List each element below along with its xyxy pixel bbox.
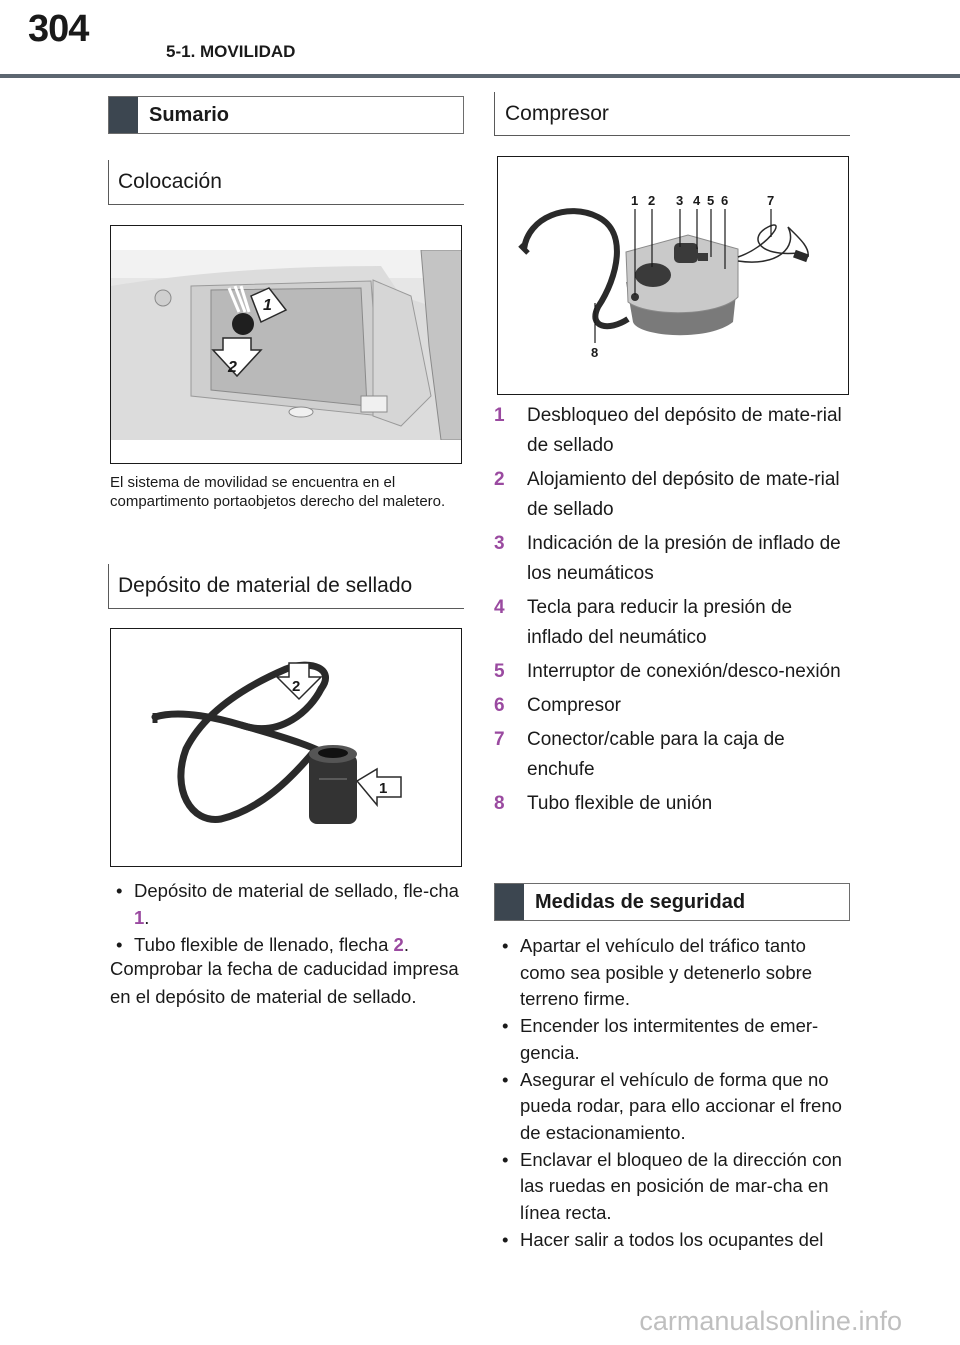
colocacion-caption: El sistema de movilidad se encuentra en el compartimento portaobjetos derecho del maletero.	[110, 474, 446, 510]
list-item: 5 Interruptor de conexión/desco-nexión	[494, 661, 841, 682]
figure-label-6: 6	[721, 193, 729, 208]
figure-label-1: 1	[263, 297, 272, 314]
list-item: 4 Tecla para reducir la presión de inflado del neumático	[494, 597, 793, 648]
figure-label-2: 2	[292, 678, 301, 695]
reference-number: 2	[393, 934, 404, 955]
list-item: • Encender los intermitentes de emer-gencia.	[502, 1015, 819, 1063]
sealant-illustration	[111, 629, 462, 867]
medidas-title-box	[494, 883, 850, 921]
list-item: 8 Tubo flexible de unión	[494, 793, 713, 814]
figure-trunk-compartment	[110, 225, 462, 464]
watermark: carmanualsonline.info	[639, 1306, 902, 1336]
list-item: 2 Alojamiento del depósito de mate-rial de sellado	[494, 469, 840, 520]
page-number: 304	[28, 8, 89, 50]
medidas-bullet-list	[496, 933, 852, 1253]
figure-label-5: 5	[707, 193, 715, 208]
figure-sealant-container	[110, 628, 462, 867]
colocacion-heading-text: Colocación	[118, 170, 222, 193]
list-item: • Hacer salir a todos los ocupantes del	[502, 1228, 824, 1250]
list-item: 1 Desbloqueo del depósito de mate-rial de sellado	[494, 405, 842, 456]
compressor-parts-list	[494, 401, 850, 823]
deposito-heading-text: Depósito de material de sellado	[118, 574, 413, 597]
trunk-illustration	[111, 226, 462, 464]
heading-rule	[109, 608, 464, 609]
medidas-title: Medidas de seguridad	[535, 891, 746, 913]
reference-number: 1	[134, 907, 145, 928]
sumario-title: Sumario	[149, 104, 230, 126]
header-rule	[0, 74, 960, 78]
figure-label-2: 2	[228, 359, 237, 376]
deposito-heading	[108, 564, 464, 609]
deposito-paragraph: Comprobar la fecha de caducidad impresa en el depósito de material de sellado.	[110, 958, 459, 1007]
list-item: 7 Conector/cable para la caja de enchufe	[494, 729, 785, 780]
title-bar-accent	[495, 884, 524, 920]
list-item: 3 Indicación de la presión de inflado de los neumáticos	[494, 533, 841, 584]
figure-label-1: 1	[379, 780, 388, 797]
compressor-illustration	[498, 157, 849, 395]
heading-rule	[495, 135, 850, 136]
colocacion-heading	[108, 160, 464, 205]
list-item: • Tubo flexible de llenado, flecha 2.	[116, 934, 409, 955]
figure-label-7: 7	[767, 193, 775, 208]
section-title: 5-1. MOVILIDAD	[166, 42, 296, 61]
list-item: • Asegurar el vehículo de forma que no pueda rodar, para ello accionar el freno de estacionamiento.	[502, 1068, 842, 1143]
compresor-heading	[494, 92, 850, 136]
list-item: 6 Compresor	[494, 695, 621, 716]
figure-label-8: 8	[591, 345, 599, 360]
list-item: • Depósito de material de sellado, fle-cha 1.	[116, 880, 459, 928]
heading-rule	[109, 204, 464, 205]
figure-label-4: 4	[693, 193, 701, 208]
list-item: • Apartar el vehículo del tráfico tanto como sea posible y detenerlo sobre terreno firme.	[502, 935, 813, 1010]
deposito-bullet-list	[110, 877, 466, 958]
sumario-title-box	[108, 96, 464, 134]
figure-label-3: 3	[676, 193, 684, 208]
list-item: • Enclavar el bloqueo de la dirección con las ruedas en posición de mar-cha en línea recta.	[502, 1148, 842, 1224]
figure-compressor	[497, 156, 849, 395]
figure-label-1: 1	[631, 193, 639, 208]
figure-label-2: 2	[648, 193, 656, 208]
title-bar-accent	[109, 97, 138, 133]
compresor-heading-text: Compresor	[505, 102, 609, 125]
